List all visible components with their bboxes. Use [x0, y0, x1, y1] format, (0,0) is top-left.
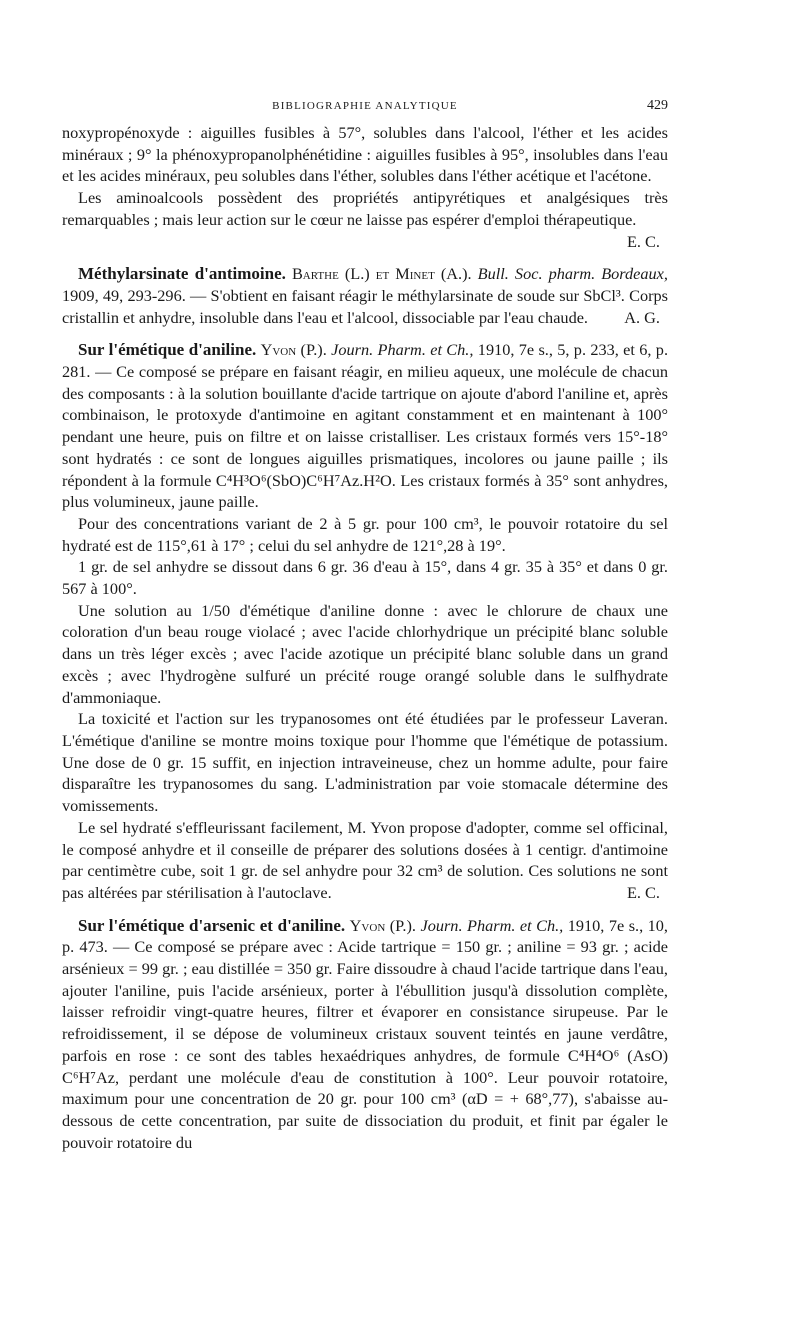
- entry-methylarsinate: [62, 263, 668, 328]
- paragraph-text: Le sel hydraté s'effleurissant facilement, M. Yvon propose d'adopter, comme sel officinal, le composé anhydre et il conseille de préparer des solutions dosées à 1 centigr. d'antimoine par centimètre cube, soit 1 gr. de sel anhydre pour 32 cm³ de solution. Ces solutions ne sont pas altérées par stérilisation à l'autoclave.: [62, 817, 668, 902]
- page-number: 429: [647, 98, 668, 113]
- paragraph: noxypropénoxyde : aiguilles fusibles à 57°, solubles dans l'alcool, l'éther et les acides minéraux ; 9° la phénoxypropanolphénétidine : aiguilles fusibles à 95°, insolubles dans l'eau et les acides minéraux, peu solubles dans l'éther, solubles dans l'éther acétique et l'acétone.: [62, 123, 668, 186]
- journal-name: Journ. Pharm. et Ch.,: [420, 915, 564, 935]
- article-title: Sur l'émétique d'aniline.: [78, 340, 257, 360]
- signature: E. C.: [626, 882, 660, 902]
- entry-emetique-arsenic: [62, 915, 668, 1154]
- signature: A. G.: [624, 307, 660, 327]
- journal-page: [62, 96, 668, 1153]
- paragraph: 1 gr. de sel anhydre se dissout dans 6 gr. 36 d'eau à 15°, dans 4 gr. 35 à 35° et dans 0 gr. 567 à 100°.: [62, 557, 668, 599]
- page-header: [62, 96, 668, 118]
- paragraph: [62, 187, 668, 251]
- entry-emetique-aniline: [62, 339, 668, 903]
- authors: Yvon (P.).: [349, 915, 416, 935]
- entry-body: [62, 339, 668, 513]
- signature: E. C.: [626, 231, 660, 251]
- paragraph: Pour des concentrations variant de 2 à 5 gr. pour 100 cm³, le pouvoir rotatoire du sel hydraté est de 115°,61 à 17° ; celui du sel anhydre de 121°,28 à 19°.: [62, 513, 668, 555]
- journal-name: Bull. Soc. pharm. Bordeaux,: [477, 264, 668, 284]
- paragraph: [62, 817, 668, 904]
- reference-text: 1910, 7e s., 5, p. 233, et 6, p. 281. — Ce composé se prépare en faisant réagir, en milieu aqueux, une molécule de chacun des composants : à la solution bouillante d'acide tartrique on ajoute d'abord l'aniline et, après combinaison, le protoxyde d'antimoine en agitant constamment et en maintenant à 100° pendant une heure, puis on filtre et on laisse cristalliser. Les cristaux formés vers 15°-18° sont hydratés : ce sont de longues aiguilles prismatiques, incolores ou jaune paille ; ils répondent à la formule C⁴H³O⁶(SbO)C⁶H⁷Az.H²O. Les cristaux formés à 35° sont anhydres, plus volumineux, jaune paille.: [62, 340, 669, 512]
- entry-continuation: [62, 122, 668, 252]
- paragraph: La toxicité et l'action sur les trypanosomes ont été étudiées par le professeur Laveran. L'émétique d'aniline se montre moins toxique pour l'homme que l'émétique de potassium. Une dose de 0 gr. 15 suffit, en injection intraveineuse, chez un homme adulte, pour faire disparaître les trypanosomes du sang. L'administration par voie stomacale détermine des vomissements.: [62, 709, 668, 816]
- authors: Yvon (P.).: [260, 340, 327, 360]
- paragraph-text: Les aminoalcools possèdent des propriétés antipyrétiques et analgésiques très remarquables ; mais leur action sur le cœur ne laisse pas espérer d'emploi thérapeutique.: [62, 188, 668, 229]
- entry-body: [62, 915, 668, 1154]
- paragraph: Une solution au 1/50 d'émétique d'aniline donne : avec le chlorure de chaux une coloration d'un beau rouge violacé ; avec l'acide chlorhydrique un précipité blanc soluble dans un très léger excès ; avec l'acide azotique un précipité blanc soluble dans un grand excès ; avec l'hydrogène sulfuré un précité rouge orangé soluble dans le sulfhydrate d'ammoniaque.: [62, 600, 668, 707]
- authors: Barthe (L.) et Minet (A.).: [291, 264, 472, 284]
- running-title: BIBLIOGRAPHIE ANALYTIQUE: [272, 100, 458, 112]
- article-title: Sur l'émétique d'arsenic et d'aniline.: [78, 915, 346, 935]
- journal-name: Journ. Pharm. et Ch.,: [331, 340, 474, 360]
- article-title: Méthylarsinate d'antimoine.: [78, 264, 286, 284]
- reference-text: 1910, 7e s., 10, p. 473. — Ce composé se prépare avec : Acide tartrique = 150 gr. ; aniline = 93 gr. ; acide arsénieux = 99 gr. ; eau distillée = 350 gr. Faire dissoudre à chaud l'acide tartrique dans l'eau, ajouter l'aniline, puis l'acide arsénieux, porter à l'ébullition jusqu'à dissolution complète, laisser refroidir vingt-quatre heures, filtrer et évaporer en consistance sirupeuse. Par le refroidissement, il se dépose de volumineux cristaux souvent teintés en jaune verdâtre, parfois en rose : ce sont des tables hexaédriques anhydres, de formule C⁴H⁴O⁶ (AsO) C⁶H⁷Az, perdant une molécule d'eau de constitution à 100°. Leur pouvoir rotatoire, maximum pour une concentration de 20 gr. pour 100 cm³ (αD = + 68°,77), s'abaisse au-dessous de cette concentration, par suite de dissociation du produit, et finit par égaler le pouvoir rotatoire du: [62, 915, 668, 1152]
- reference-text: 1909, 49, 293-296. — S'obtient en faisant réagir le méthylarsinate de soude sur SbCl³. Corps cristallin et anhydre, insoluble dans l'eau et l'alcool, dissociable par l'eau chaude.: [62, 285, 668, 327]
- entry-body: [62, 263, 668, 328]
